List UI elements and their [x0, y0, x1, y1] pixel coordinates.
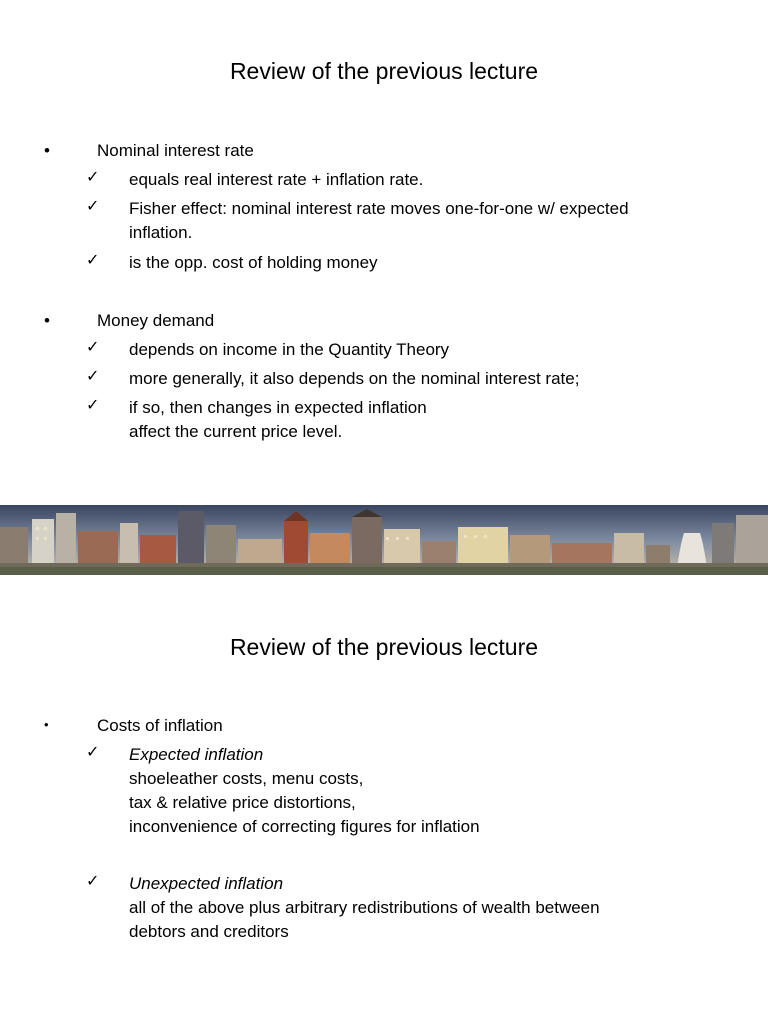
sub-item: Fisher effect: nominal interest rate moves one-for-one w/ expected inflation. [129, 199, 629, 242]
bullet-nominal-interest-rate: Nominal interest rate [97, 141, 254, 160]
check-icon: ✓ [86, 169, 100, 186]
check-icon: ✓ [86, 252, 100, 269]
bullet-marker: • [44, 311, 50, 330]
sub-item-expected-inflation: Expected inflation shoeleather costs, menu costs, tax & relative price distortions, inconvenience of correcting figures for inflation [129, 745, 480, 836]
check-icon: ✓ [86, 744, 100, 761]
check-icon: ✓ [86, 873, 100, 890]
bullet-costs-of-inflation: Costs of inflation [97, 716, 223, 735]
sub-item: if so, then changes in expected inflation affect the current price level. [129, 398, 427, 441]
sub-item-unexpected-inflation: Unexpected inflation all of the above plus arbitrary redistributions of wealth between debtors and creditors [129, 874, 600, 941]
check-icon: ✓ [86, 397, 100, 414]
bullet-money-demand: Money demand [97, 311, 215, 330]
slide-2-title: Review of the previous lecture [229, 634, 539, 660]
check-icon: ✓ [86, 198, 100, 215]
sub-item: more generally, it also depends on the nominal interest rate; [129, 369, 580, 388]
check-icon: ✓ [86, 368, 100, 385]
bullet-marker: • [44, 717, 49, 732]
sub-item: is the opp. cost of holding money [129, 253, 378, 272]
sub-item: depends on income in the Quantity Theory [129, 340, 450, 359]
slide-1-title: Review of the previous lecture [229, 58, 539, 84]
bullet-marker: • [44, 141, 50, 160]
sub-item: equals real interest rate + inflation rate. [129, 170, 424, 189]
check-icon: ✓ [86, 339, 100, 356]
